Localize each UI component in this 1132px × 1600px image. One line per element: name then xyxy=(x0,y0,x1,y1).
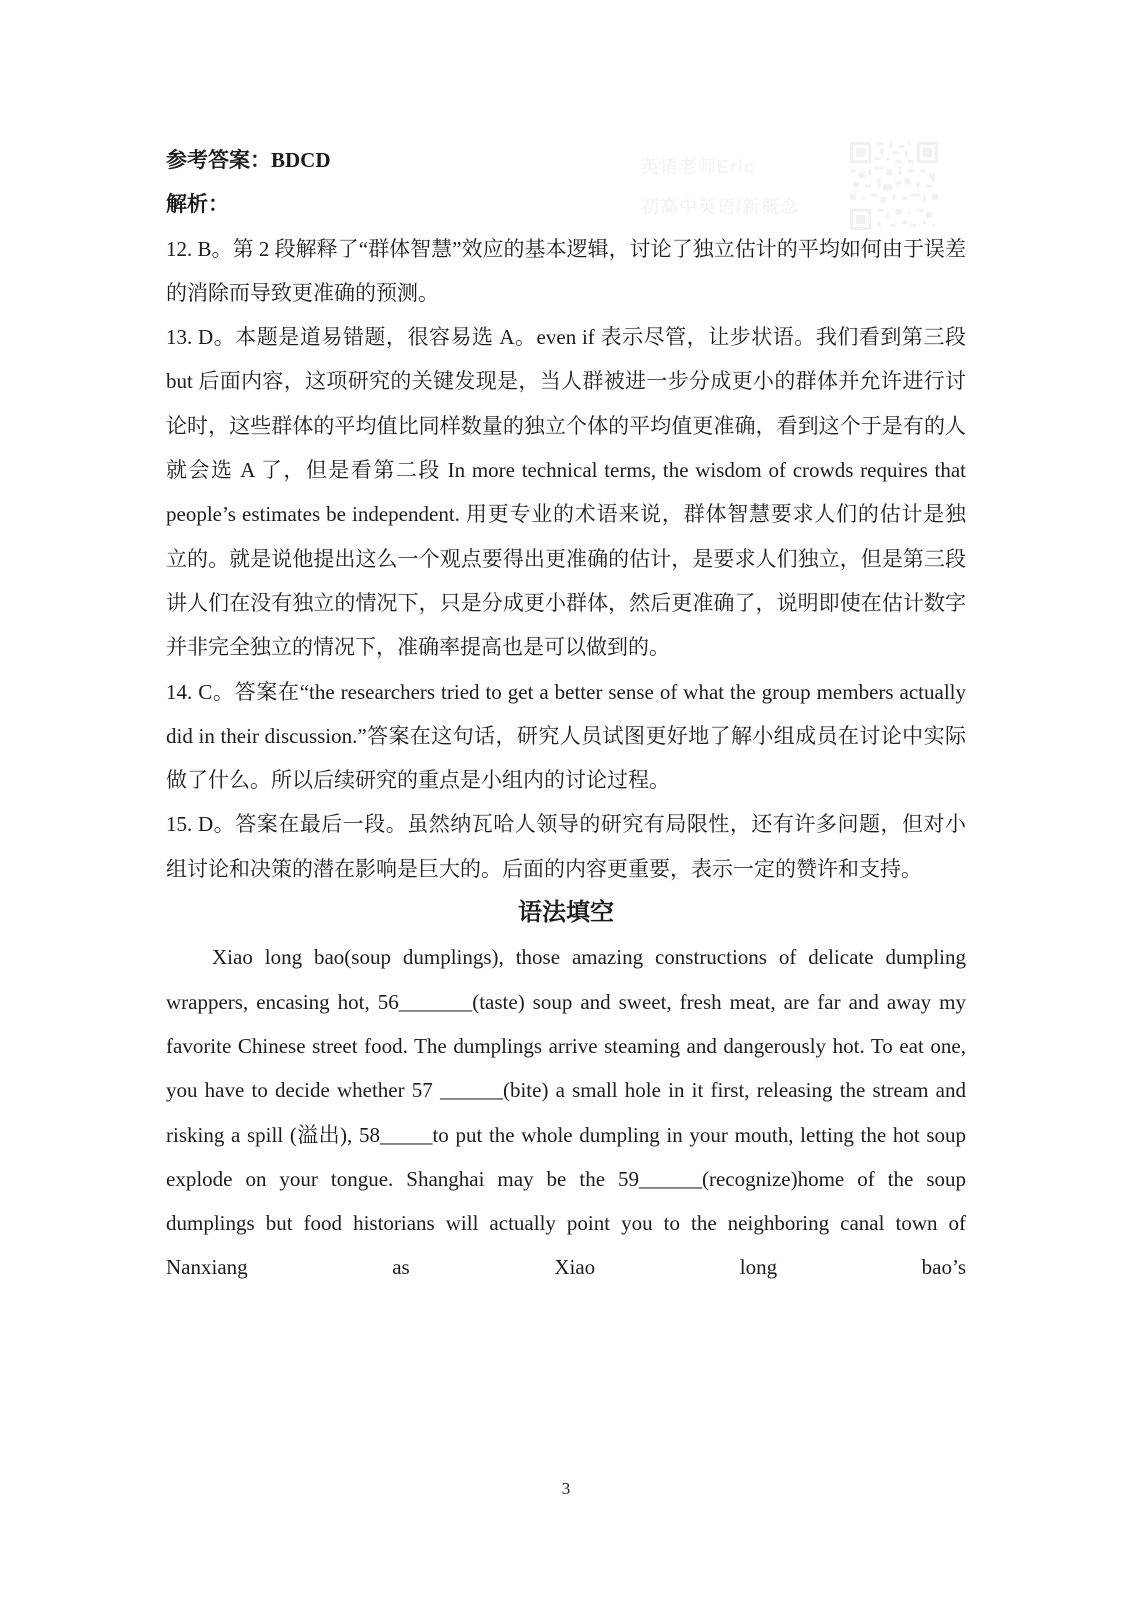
reference-answers-label: 参考答案： xyxy=(166,148,271,172)
grammar-section-heading: 语法填空 xyxy=(518,899,614,927)
grammar-passage: Xiao long bao(soup dumplings), those amazing constructions of delicate dumpling wrappers, encasing hot, 56_______(taste) soup and sweet, fresh meat, are far and away my favorite Chinese street food. The dumplings arrive steaming and dangerously hot. To eat one, you have to decide whether 57 ______(bite) a small hole in it first, releasing the stream and risking a spill (溢出), 58_____to put the whole dumpling in your mouth, letting the hot soup explode on your tongue. Shanghai may be the 59______(recognize)home of the soup dumplings but food historians will actually point you to the neighboring canal town of Nanxiang as Xiao long bao’s xyxy=(166,945,966,1280)
analysis-heading: 解析： xyxy=(166,192,229,217)
analysis-item-13: 13. D。本题是道易错题，很容易选 A。even if 表示尽管，让步状语。我们看到第三段 but 后面内容，这项研究的关键发现是，当人群被进一步分成更小的群体并允许进行讨论时，这些群体的平均值比同样数量的独立个体的平均值更准确，看到这个于是有的人就会选 A 了，但是看第二段 In more technical terms, the wisdom of crowds requires that people’s estimates be independent. 用更专业的术语来说，群体智慧要求人们的估计是独立的。就是说他提出这么一个观点要得出更准确的估计，是要求人们独立，但是第三段讲人们在没有独立的情况下，只是分成更小群体，然后更准确了，说明即使在估计数字并非完全独立的情况下，准确率提高也是可以做到的。 xyxy=(166,325,966,660)
analysis-item-12: 12. B。第 2 段解释了“群体智慧”效应的基本逻辑，讨论了独立估计的平均如何由于误差的消除而导致更准确的预测。 xyxy=(166,236,966,305)
analysis-item-14: 14. C。答案在“the researchers tried to get a better sense of what the group members actually did in their discussion.”答案在这句话，研究人员试图更好地了解小组成员在讨论中实际做了什么。所以后续研究的重点是小组内的讨论过程。 xyxy=(166,679,966,793)
analysis-item-15: 15. D。答案在最后一段。虽然纳瓦哈人领导的研究有局限性，还有许多问题，但对小组讨论和决策的潜在影响是巨大的。后面的内容更重要，表示一定的赞许和支持。 xyxy=(166,812,966,881)
reference-answers xyxy=(166,138,966,182)
page-number: 3 xyxy=(561,1479,571,1498)
reference-answers-value: BDCD xyxy=(271,148,331,172)
document-body xyxy=(166,138,966,1290)
